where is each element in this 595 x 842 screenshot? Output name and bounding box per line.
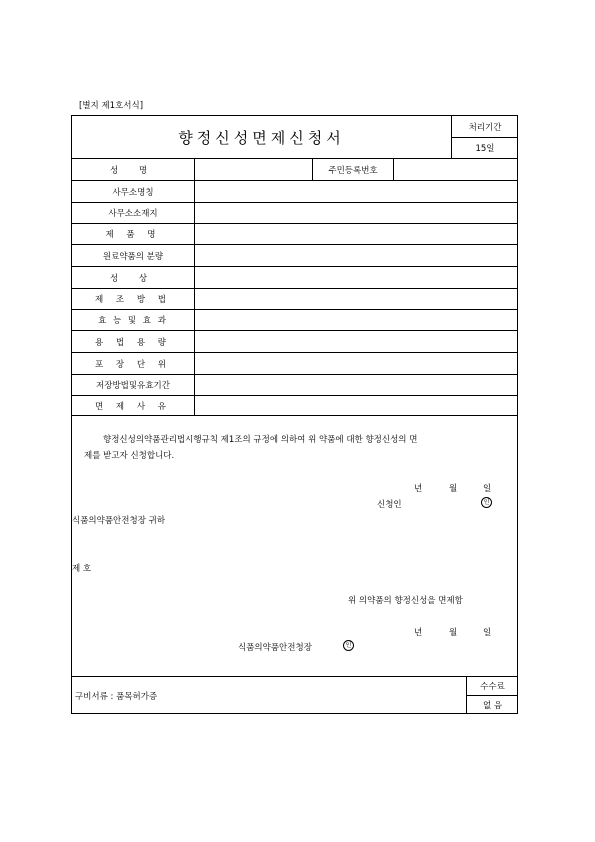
field-label-appearance: 성 상 [109, 273, 157, 284]
approval-text: 위 의약품의 향정신성을 면제함 [348, 596, 463, 606]
field-label-manufacturing-method: 제 조 방 법 [95, 295, 171, 305]
fee-label: 수수료 [480, 682, 505, 692]
document-number-label: 제 호 [72, 564, 92, 574]
field-label-office-name: 사무소명칭 [112, 187, 154, 198]
processing-period-label: 처리기간 [468, 123, 502, 133]
form-number-label: [별지 제1호서식] [79, 101, 144, 111]
approval-date-year: 년 [414, 628, 423, 638]
field-label-dosage: 용 법 용 량 [95, 337, 171, 348]
applicant-label: 신청인 [377, 500, 402, 510]
approval-date-day: 일 [483, 628, 492, 638]
addressee: 식품의약품안전청장 귀하 [72, 516, 166, 526]
approval-date-month: 월 [449, 628, 458, 638]
fee-value: 없 음 [482, 701, 503, 711]
field-label-exemption-reason: 면 제 사 유 [95, 401, 171, 412]
statement-line-2: 제를 받고자 신청합니다. [84, 451, 175, 461]
statement-line-1: 향정신성의약품관리법시행규칙 제1조의 규정에 의하여 위 약품에 대한 향정신성의 면 [103, 435, 418, 445]
date-year-label: 년 [414, 484, 423, 494]
processing-period-value: 15일 [475, 144, 495, 154]
date-month-label: 월 [449, 484, 458, 494]
field-label-ingredient-amount: 원료약품의 분량 [102, 251, 164, 262]
field-label-package-unit: 포 장 단 위 [95, 359, 171, 370]
field-label-resident-number: 주민등록번호 [328, 165, 378, 176]
field-label-product-name: 제 품 명 [105, 230, 161, 240]
field-label-name: 성 명 [109, 165, 157, 176]
date-day-label: 일 [483, 484, 492, 494]
required-documents: 구비서류 : 품목허가증 [75, 692, 158, 702]
field-label-storage-expiry: 저장방법및유효기간 [96, 381, 170, 391]
approver-seal-mark: 인 [343, 640, 354, 651]
approver-name: 식품의약품안전청장 [238, 643, 312, 653]
applicant-seal-mark: 인 [481, 497, 492, 508]
field-label-office-address: 사무소소재지 [108, 209, 158, 219]
form-title: 향정신성면제신청서 [178, 128, 345, 147]
field-label-efficacy: 효 능 및 효 과 [98, 316, 168, 326]
application-form [71, 115, 518, 714]
